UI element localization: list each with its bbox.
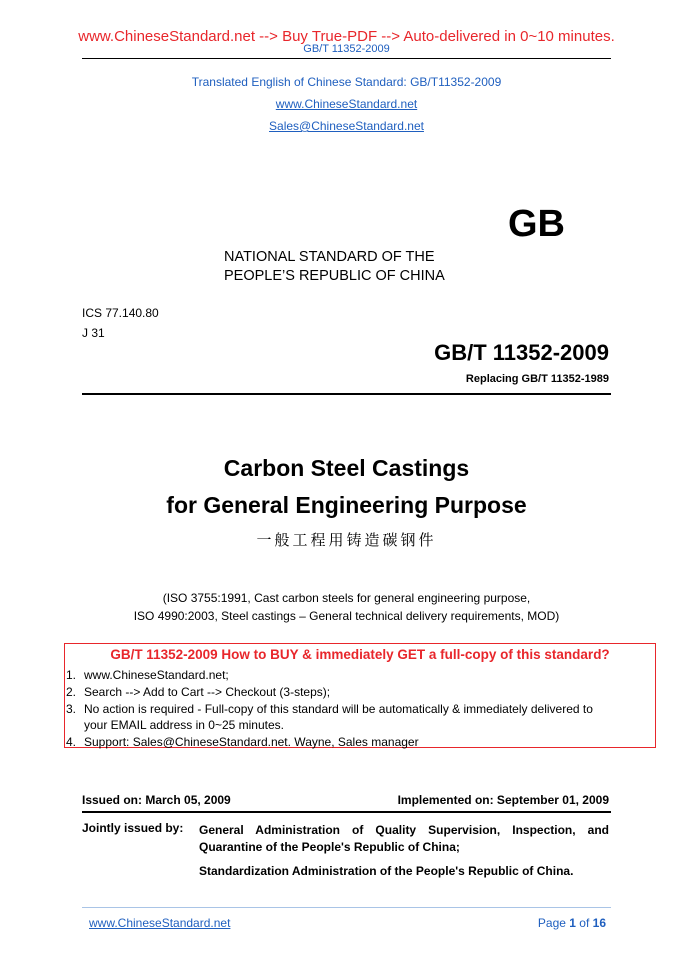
list-item xyxy=(65,684,645,701)
national-standard xyxy=(224,248,445,286)
page-mid: of xyxy=(575,916,593,930)
top-banner[interactable]: www.ChineseStandard.net --> Buy True-PDF --> Auto-delivered in 0~10 minutes. xyxy=(78,28,615,45)
footer-website-wrap xyxy=(89,916,230,930)
list-item xyxy=(65,734,645,751)
issuer-line-2: Quarantine of the People's Republic of China; xyxy=(199,840,460,854)
purchase-steps-list xyxy=(65,667,645,751)
website-link-wrap xyxy=(0,97,693,111)
gb-mark: GB xyxy=(508,203,565,245)
title-line-1: Carbon Steel Castings xyxy=(223,455,470,481)
issued-date: Issued on: March 05, 2009 xyxy=(82,793,231,807)
purchase-box xyxy=(64,643,656,748)
step-number: 1. xyxy=(66,668,77,682)
email-link[interactable]: Sales@ChineseStandard.net xyxy=(269,119,424,133)
step-number: 3. xyxy=(66,701,77,716)
header-code: GB/T 11352-2009 xyxy=(303,43,390,55)
list-item xyxy=(65,717,645,734)
page-prefix: Page xyxy=(537,916,570,930)
title-line-2: for General Engineering Purpose xyxy=(166,492,527,518)
ccs-code: J 31 xyxy=(82,326,105,340)
jointly-issued-label: Jointly issued by: xyxy=(82,821,184,835)
dates-rule xyxy=(82,811,611,813)
replacing-note: Replacing GB/T 11352-1989 xyxy=(465,373,609,385)
step-text: Search --> Add to Cart --> Checkout (3-steps); xyxy=(84,684,331,699)
header-rule xyxy=(82,58,611,59)
national-standard-line-2: PEOPLE’S REPUBLIC OF CHINA xyxy=(224,268,445,284)
step-number xyxy=(65,717,84,734)
purchase-box-title: GB/T 11352-2009 How to BUY & immediately GET a full-copy of this standard? xyxy=(110,647,610,662)
chinese-title: 一般工程用铸造碳钢件 xyxy=(256,532,437,549)
iso-reference-line-2: ISO 4990:2003, Steel castings – General technical delivery requirements, MOD) xyxy=(133,609,560,623)
implemented-date: Implemented on: September 01, 2009 xyxy=(397,793,609,807)
step-text: Support: Sales@ChineseStandard.net. Wayne, Sales manager xyxy=(84,735,419,750)
issuer-line-3: Standardization Administration of the People's Republic of China. xyxy=(199,864,574,878)
ics-code: ICS 77.140.80 xyxy=(82,306,159,320)
national-standard-line-1: NATIONAL STANDARD OF THE xyxy=(224,249,435,265)
email-link-wrap xyxy=(0,119,693,133)
standard-number: GB/T 11352-2009 xyxy=(434,340,609,365)
issuer-line-1: General Administration of Quality Supervision, Inspection, and xyxy=(199,823,609,837)
step-number: 2. xyxy=(66,684,77,699)
footer-rule xyxy=(82,907,611,908)
iso-reference-line-1: (ISO 3755:1991, Cast carbon steels for general engineering purpose, xyxy=(162,591,531,605)
step-text: your EMAIL address in 0~25 minutes. xyxy=(84,718,284,733)
footer-website-link[interactable]: www.ChineseStandard.net xyxy=(89,916,231,930)
website-link[interactable]: www.ChineseStandard.net xyxy=(275,97,418,111)
step-text[interactable]: www.ChineseStandard.net; xyxy=(84,668,229,682)
list-item xyxy=(65,667,645,684)
page-total: 16 xyxy=(592,916,606,930)
step-text: No action is required - Full-copy of this standard will be automatically & immediately delivered to xyxy=(84,701,593,716)
title-rule xyxy=(82,393,611,395)
step-number: 4. xyxy=(66,735,77,750)
page-number xyxy=(538,916,606,930)
classification-codes xyxy=(82,303,159,343)
page-current: 1 xyxy=(569,916,576,930)
translation-note: Translated English of Chinese Standard: GB/T11352-2009 xyxy=(191,75,502,89)
list-item xyxy=(65,701,645,718)
